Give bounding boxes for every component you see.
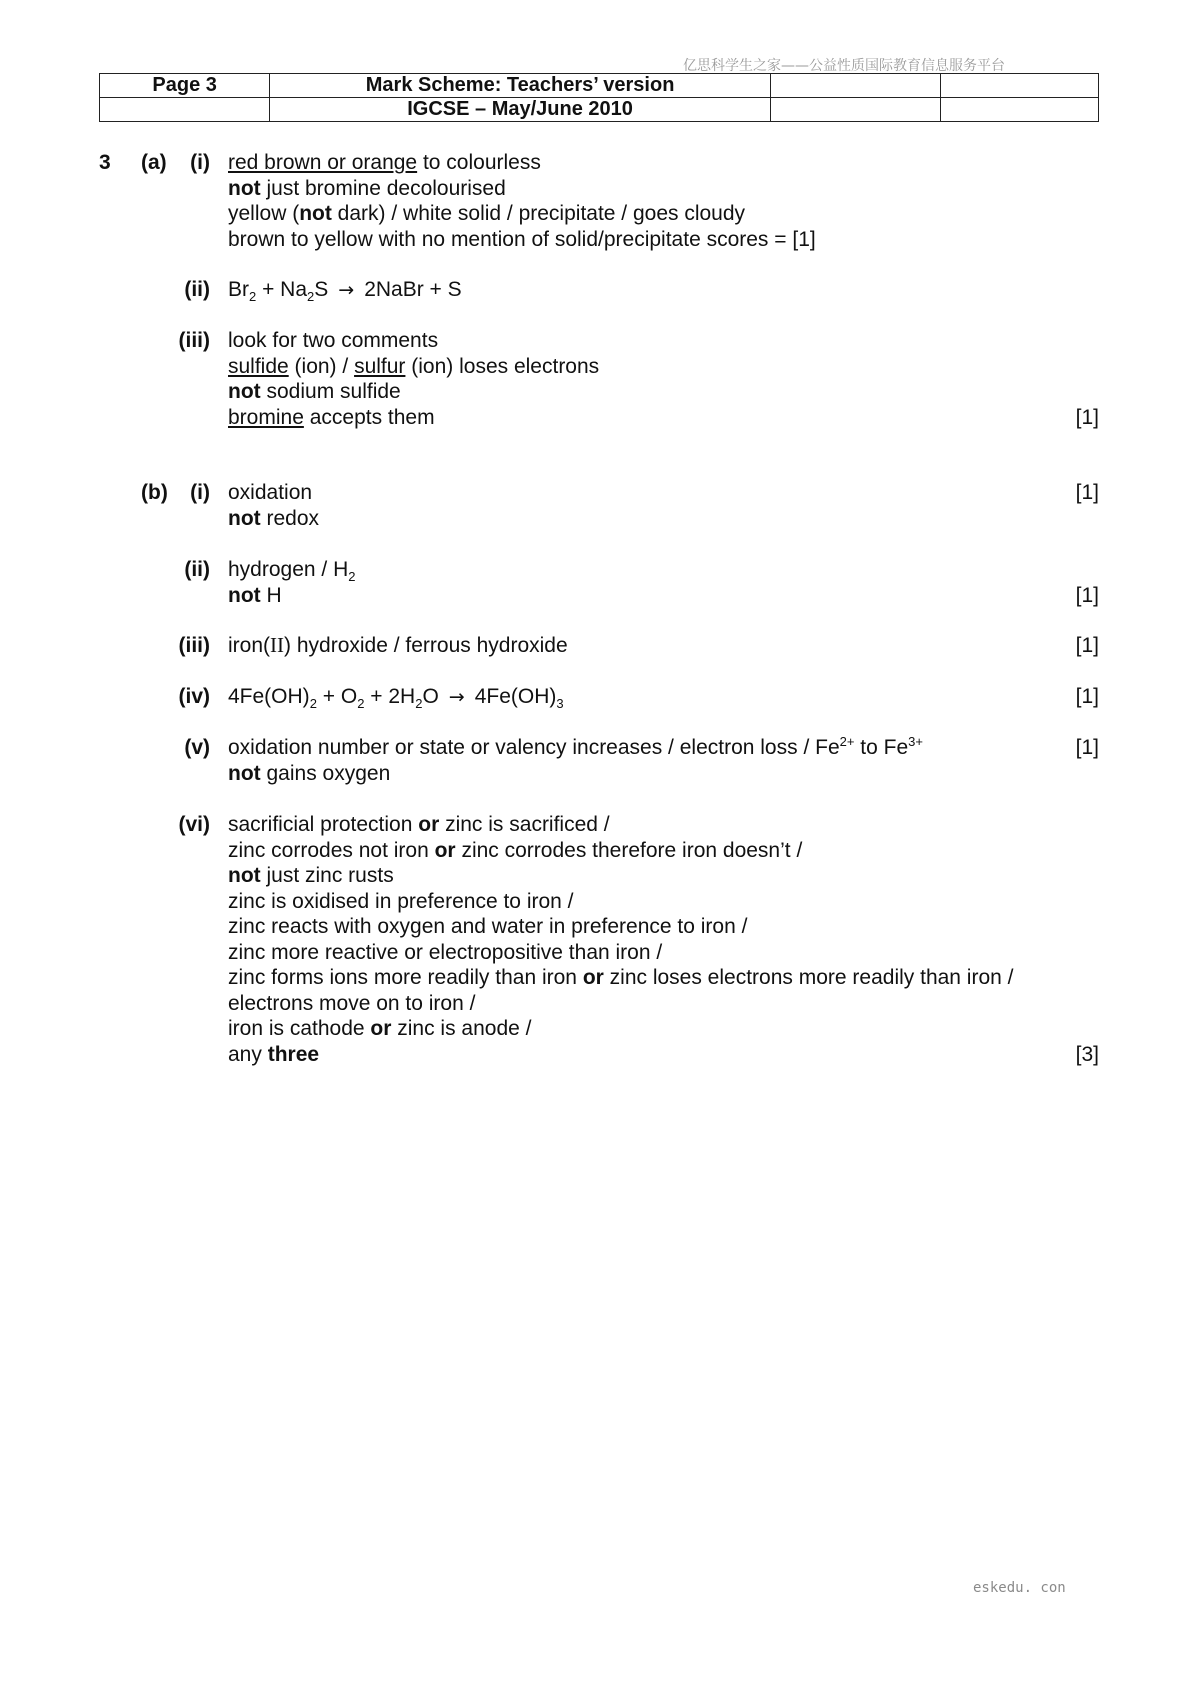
arrow-icon: →: [338, 279, 355, 301]
subpart-label: (iv): [178, 685, 210, 708]
mark-allocation: [1]: [1075, 685, 1099, 708]
answer-line: not just zinc rusts: [228, 864, 394, 887]
answer-line: iron is cathode or zinc is anode /: [228, 1017, 532, 1040]
arrow-icon: →: [448, 686, 465, 708]
subpart-label: (iii): [178, 329, 210, 352]
mark-allocation: [1]: [1075, 634, 1099, 657]
answer-line: not H: [228, 583, 282, 607]
header-empty-cell: [770, 98, 940, 122]
answer-line: zinc reacts with oxygen and water in preference to iron /: [228, 915, 748, 938]
part-label: (b): [141, 481, 168, 504]
mark-allocation: [1]: [1075, 583, 1099, 607]
header-table: [99, 73, 1099, 122]
subpart-label: (v): [184, 736, 210, 759]
answer-line: not just bromine decolourised: [228, 176, 506, 200]
answer-line: brown to yellow with no mention of solid/precipitate scores = [1]: [228, 227, 816, 251]
answer-line: zinc is oxidised in preference to iron /: [228, 889, 574, 913]
answer-line: oxidation: [228, 481, 313, 504]
answer-line: iron(II) hydroxide / ferrous hydroxide: [228, 633, 568, 657]
answer-line: zinc more reactive or electropositive than iron /: [228, 940, 663, 964]
answer-line: any three: [228, 1042, 320, 1066]
document-title: Mark Scheme: Teachers’ version: [270, 74, 771, 98]
answer-line: zinc forms ions more readily than iron or zinc loses electrons more readily than iron /: [228, 966, 1014, 989]
answer-line: hydrogen / $H_2$: [228, 558, 356, 585]
equation: $Br_2 + Na_2S$ → 2NaBr + S: [228, 278, 462, 305]
answer-line: not sodium sulfide: [228, 380, 401, 403]
answer-line: look for two comments: [228, 329, 439, 352]
subpart-label: (i): [190, 481, 210, 504]
subpart-label: (ii): [184, 558, 210, 581]
header-empty-cell: [100, 98, 270, 122]
subpart-label: (ii): [184, 278, 210, 301]
answer-line: yellow (not dark) / white solid / precipitate / goes cloudy: [228, 202, 746, 225]
answer-line: sacrificial protection or zinc is sacrificed /: [228, 813, 610, 836]
mark-allocation: [1]: [1075, 405, 1099, 429]
answer-line: electrons move on to iron /: [228, 991, 476, 1015]
answer-line: red brown or orange to colourless: [228, 151, 541, 174]
equation: $4Fe(OH)_2 + O_2 + 2H_2O \to 4Fe(OH)_3$: [228, 685, 564, 712]
answer-line: sulfide (ion) / sulfur (ion) loses electrons: [228, 354, 600, 378]
answer-line: oxidation number or state or valency increases / electron loss / $Fe^{2+}$ to $Fe^{3+}$: [228, 734, 923, 759]
document-subtitle: IGCSE – May/June 2010: [270, 98, 771, 122]
footer-watermark: eskedu. con: [973, 1580, 1066, 1596]
header-empty-cell: [940, 74, 1098, 98]
mark-allocation: [1]: [1075, 481, 1099, 504]
header-empty-cell: [940, 98, 1098, 122]
answer-line: not redox: [228, 506, 320, 530]
answer-line: zinc corrodes not iron or zinc corrodes therefore iron doesn’t /: [228, 838, 803, 862]
header-empty-cell: [770, 74, 940, 98]
answer-line: bromine accepts them: [228, 405, 435, 429]
answer-line: not gains oxygen: [228, 761, 391, 785]
subpart-label: (vi): [178, 813, 210, 836]
part-label: (a): [141, 151, 167, 174]
subpart-label: (iii): [178, 634, 210, 657]
page-number: Page 3: [100, 74, 270, 98]
mark-allocation: [1]: [1075, 736, 1099, 759]
watermark: 亿思科学生之家——公益性质国际教育信息服务平台: [683, 58, 1005, 74]
subpart-label: (i): [190, 151, 210, 174]
mark-allocation: [3]: [1075, 1042, 1099, 1066]
question-number: 3: [99, 151, 111, 174]
